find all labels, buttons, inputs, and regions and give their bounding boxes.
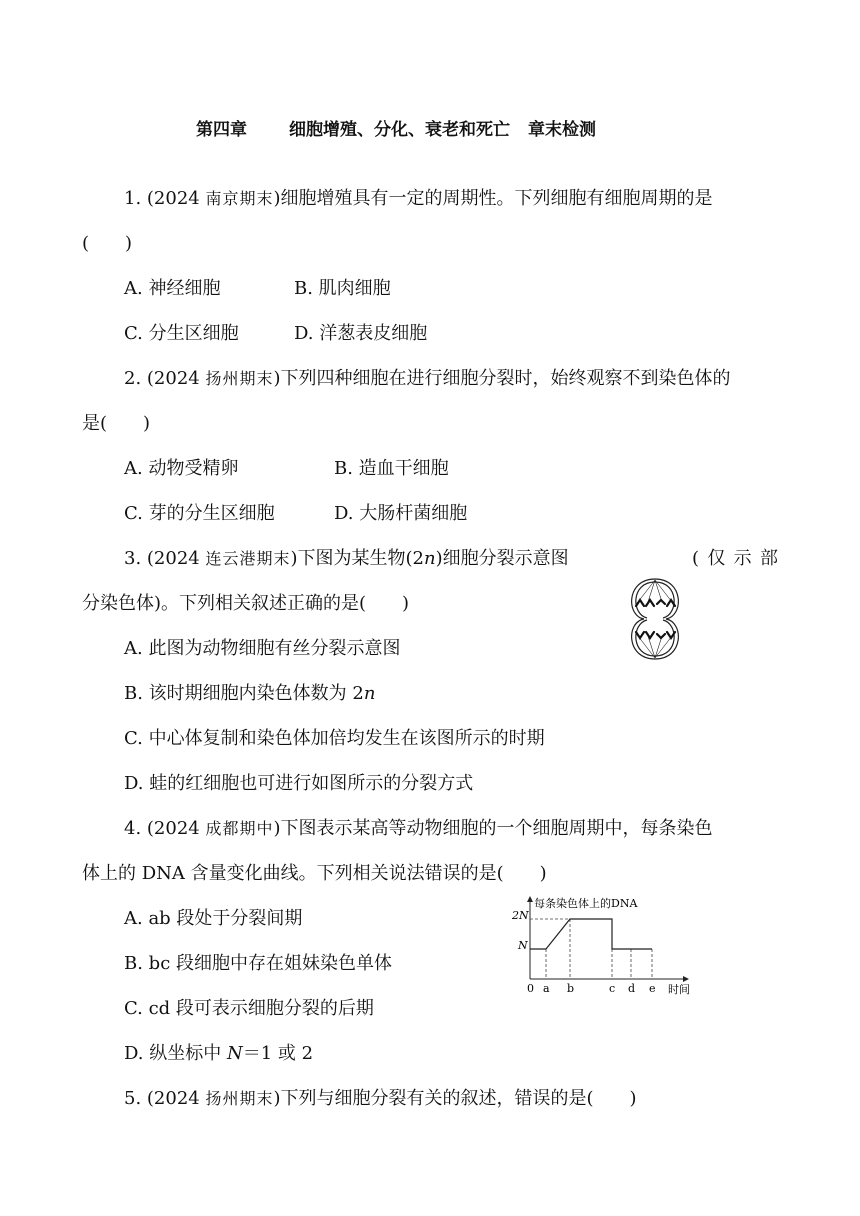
y-tick-n: N <box>518 939 528 952</box>
q3-stem-tail: ( 仅 示 部 <box>692 548 778 569</box>
q1-paren: ( ) <box>82 233 133 254</box>
chapter-name: 细胞增殖、分化、衰老和死亡 <box>289 120 510 140</box>
cell-division-figure <box>622 576 688 662</box>
chapter-number: 第四章 <box>196 120 247 140</box>
x-tick-e: e <box>649 982 656 995</box>
q3-option-b: B. 该时期细胞内染色体数为 2n <box>124 683 376 704</box>
q1-option-c: C. 分生区细胞 <box>124 323 239 344</box>
q3-line2: 分染色体)。下列相关叙述正确的是( ) <box>82 593 410 614</box>
q2-option-c: C. 芽的分生区细胞 <box>124 503 275 524</box>
q1-stem: 1. (2024 南京期末)细胞增殖具有一定的周期性。下列细胞有细胞周期的是 <box>124 188 713 209</box>
q4-option-c: C. cd 段可表示细胞分裂的后期 <box>124 998 374 1019</box>
x-tick-a: a <box>543 982 550 995</box>
dna-curve <box>530 919 652 949</box>
q2-source: 扬州期末 <box>205 369 274 388</box>
q3-option-c: C. 中心体复制和染色体加倍均发生在该图所示的时期 <box>124 728 545 749</box>
q3-source: 连云港期末 <box>205 549 291 568</box>
q4-line2: 体上的 DNA 含量变化曲线。下列相关说法错误的是( ) <box>82 863 547 884</box>
q5-source: 扬州期末 <box>205 1089 274 1108</box>
chapter-suffix: 章末检测 <box>528 120 596 140</box>
q4-stem: 4. (2024 成都期中)下图表示某高等动物细胞的一个细胞周期中，每条染色 <box>124 818 713 839</box>
page-title <box>196 118 596 142</box>
q4-source: 成都期中 <box>205 819 274 838</box>
chart-title: 每条染色体上的DNA <box>534 897 638 910</box>
q1-option-b: B. 肌肉细胞 <box>294 278 391 299</box>
q3-stem: 3. (2024 连云港期末)下图为某生物(2n)细胞分裂示意图 <box>124 548 569 569</box>
x-tick-0: 0 <box>527 982 534 995</box>
q4-option-d: D. 纵坐标中 N＝1 或 2 <box>124 1043 314 1064</box>
q2-option-a: A. 动物受精卵 <box>124 458 239 479</box>
dna-content-chart <box>500 893 700 997</box>
q2-stem: 2. (2024 扬州期末)下列四种细胞在进行细胞分裂时，始终观察不到染色体的 <box>124 368 731 389</box>
q3-option-d: D. 蛙的红细胞也可进行如图所示的分裂方式 <box>124 773 474 794</box>
q4-option-a: A. ab 段处于分裂间期 <box>124 908 303 929</box>
q1-option-d: D. 洋葱表皮细胞 <box>294 323 428 344</box>
x-axis-label: 时间 <box>668 983 690 996</box>
q5-stem: 5. (2024 扬州期末)下列与细胞分裂有关的叙述，错误的是( ) <box>124 1088 637 1109</box>
q3-option-a: A. 此图为动物细胞有丝分裂示意图 <box>124 638 401 659</box>
q1-source: 南京期末 <box>205 189 274 208</box>
x-tick-b: b <box>567 982 575 995</box>
q1-option-a: A. 神经细胞 <box>124 278 221 299</box>
q2-option-d: D. 大肠杆菌细胞 <box>334 503 468 524</box>
x-tick-d: d <box>628 982 636 995</box>
q2-option-b: B. 造血干细胞 <box>334 458 449 479</box>
x-tick-c: c <box>609 982 616 995</box>
y-tick-2n: 2N <box>512 909 529 922</box>
q2-line2: 是( ) <box>82 413 151 434</box>
q4-option-b: B. bc 段细胞中存在姐妹染色单体 <box>124 953 392 974</box>
